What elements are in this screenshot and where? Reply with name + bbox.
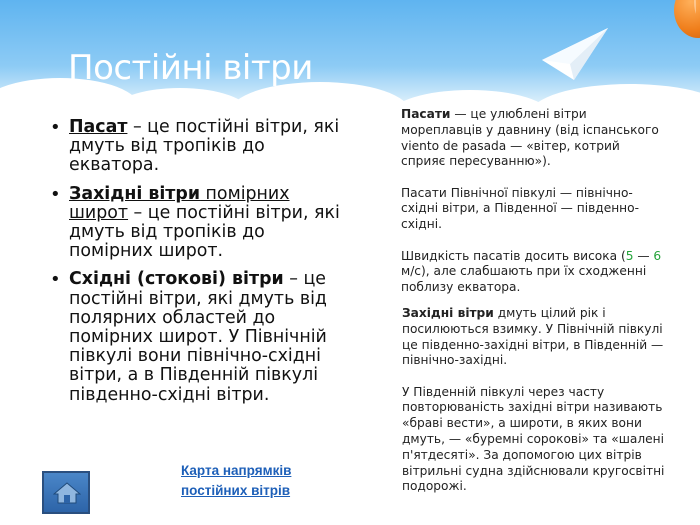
speed-value-max: 6 [653,248,662,263]
cloud-shape [110,88,250,120]
western-winds-note [402,306,678,495]
slide-title: Постійні вітри [68,48,313,88]
note-term: Пасати [401,107,451,121]
bullet-western-winds [50,185,350,262]
note-paragraph: Західні вітри дмуть цілий рік і посилюються взимку. У Північній півкулі це південно-західні вітри, в Південній — північно-західні. [402,306,664,368]
definition-text: – це постійні вітри, які дмуть від тропіків до екватора. [69,117,340,176]
definition-text: – це постійні вітри, які дмуть від полярних областей до помірних широт. У Північній півкулі вони північно-східні вітри, а в Південній півкулі південно-східні вітри. [69,269,327,405]
term-western-winds: Західні вітри [69,183,201,204]
bullet-pasat [50,118,350,176]
balloon-icon [674,0,700,38]
note-paragraph: Пасати — це улюблені вітри мореплавців у давнину (від іспанського viento de pasada — «вітер, котрий сприяє пересуванню»). [401,107,659,169]
definition-text: – це постійні вітри, які дмуть від тропіків до помірних широт. [69,202,340,262]
term-eastern-winds: Східні (стокові) вітри [69,269,284,290]
note-paragraph: У Південній півкулі через часту повторюваність західні вітри називають «браві вести», а широти, в яких вони дмуть, — «буремні сорокові» та «шалені п'ятдесяті». За допомогою цих вітрів вітрильні судна здійснювали кругосвітні подорожі. [402,384,665,494]
wind-map-link[interactable]: Карта напрямків постійних вітрів [181,463,292,498]
definitions-list [50,118,350,414]
note-term: Західні вітри [402,306,494,320]
note-paragraph: Пасати Північної півкулі — північно-східні вітри, а Південної — південно-східні. [401,185,639,232]
term-pasat: Пасат [69,117,128,137]
term-tail: помірних широт [69,183,290,223]
home-button[interactable] [42,471,90,514]
note-paragraph: Швидкість пасатів досить висока (5 — 6 м/с), але слабшають при їх сходженні поблизу екватора. [401,248,662,295]
home-icon [53,481,81,505]
pasaty-note [401,107,666,296]
speed-value-min: 5 [625,248,634,263]
paper-plane-icon [540,26,610,82]
sky-header-background [0,0,700,120]
bullet-eastern-winds [50,270,350,404]
